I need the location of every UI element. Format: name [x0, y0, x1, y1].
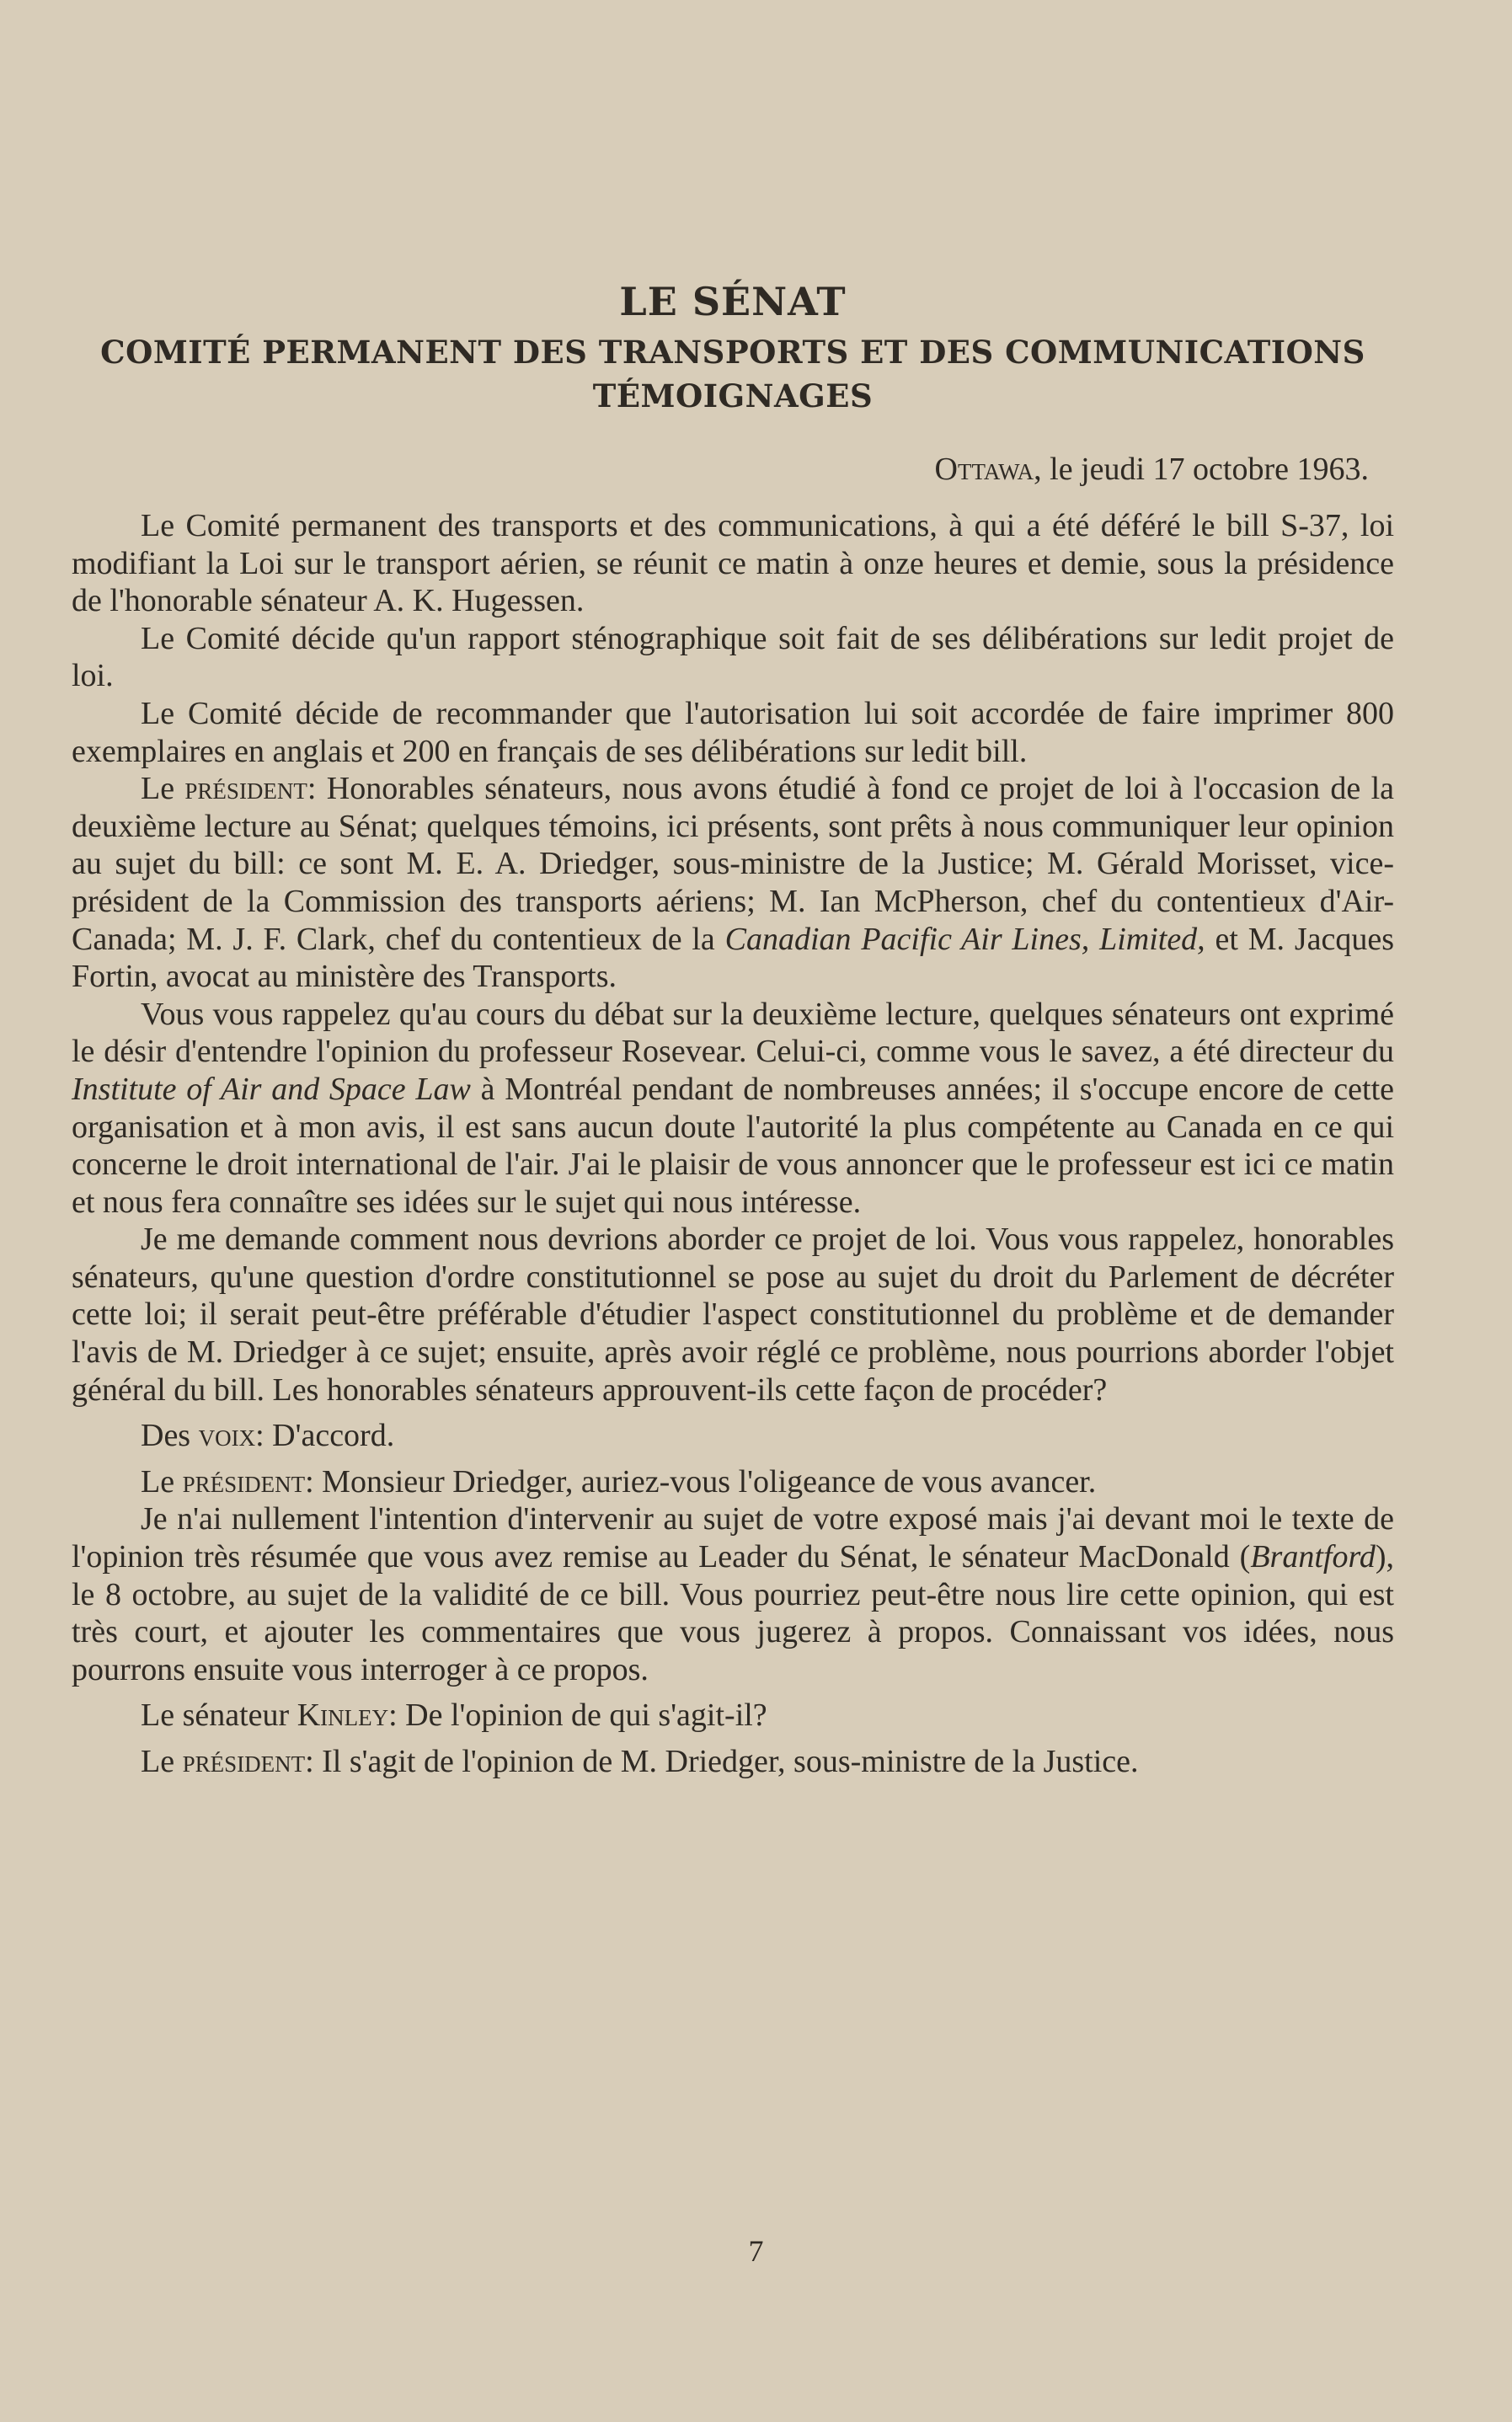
paragraph: Le Comité décide qu'un rapport sténographique soit fait de ses délibérations sur ledit projet de loi. — [72, 620, 1394, 694]
italic-text: Brantford — [1250, 1539, 1376, 1575]
paragraph-text: et M. Jacques Fortin, avocat au ministère des Transports. — [72, 921, 1394, 995]
committee-name: COMITÉ PERMANENT DES TRANSPORTS ET DES COMMUNICATIONS — [100, 334, 1365, 371]
dateline-place: Ottawa — [934, 452, 1034, 487]
speaker-name: président — [182, 1744, 306, 1779]
paragraph: Le Comité décide de recommander que l'autorisation lui soit accordée de faire imprimer 800 exemplaires en anglais et 200 en français de ses délibérations sur ledit bill. — [72, 695, 1394, 769]
paragraph-senator-kinley — [72, 1697, 1394, 1735]
paragraph-text: Vous vous rappelez qu'au cours du débat sur la deuxième lecture, quelques sénateurs ont exprimé le désir d'entendre l'opinion du professeur Rosevear. Celui-ci, comme vous le savez, a été directeur du — [72, 996, 1394, 1070]
speaker-name: président — [184, 771, 307, 807]
paragraph-text: : Monsieur Driedger, auriez-vous l'oligeance de vous avancer. — [305, 1463, 1097, 1500]
paragraph-text: : Il s'agit de l'opinion de M. Driedger, sous-ministre de la Justice. — [305, 1744, 1139, 1779]
speaker-name: Kinley — [297, 1698, 389, 1734]
paragraph — [72, 1500, 1394, 1688]
speaker-prefix: Le sénateur — [141, 1698, 297, 1734]
paragraph-text: : De l'opinion de qui s'agit-il? — [388, 1698, 767, 1734]
paragraph-text: : D'accord. — [255, 1418, 395, 1454]
page-title: LE SÉNAT — [619, 279, 847, 324]
dateline-date: , le jeudi 17 octobre 1963. — [1034, 452, 1369, 487]
section-title: TÉMOIGNAGES — [592, 377, 874, 414]
paragraph — [72, 996, 1394, 1222]
paragraph-text: à Montréal pendant de nombreuses années; il s'occupe encore de cette organisation et à mon avis, il est sans aucun doute l'autorité la plus compétente au Canada en ce qui concerne le droit international de l'air. J'ai le plaisir de vous annoncer que le professeur est ici ce matin et nous fera connaître ses idées sur le sujet qui nous intéresse. — [72, 1071, 1394, 1220]
speaker-prefix: Le — [141, 1744, 183, 1779]
paragraph-text: Je n'ai nullement l'intention d'intervenir au sujet de votre exposé mais j'ai devant moi le texte de l'opinion très résumée que vous avez remise au Leader du Sénat, le sénateur MacDonald ( — [72, 1501, 1394, 1575]
speaker-prefix: Des — [141, 1418, 199, 1454]
page-number: 7 — [748, 2234, 764, 2268]
paragraph-text: ), le 8 octobre, au sujet de la validité de ce bill. Vous pourriez peut-être nous lire cette opinion, qui est très court, et ajouter les commentaires que vous jugerez à propos. Connaissant vos idées, nous pourrons ensuite vous interroger à ce propos. — [72, 1539, 1394, 1687]
italic-text: Institute of Air and Space Law — [72, 1071, 471, 1107]
paragraph-president — [72, 1463, 1394, 1501]
paragraph-president — [72, 1743, 1394, 1781]
paragraph-voices — [72, 1417, 1394, 1455]
speaker-prefix: Le — [141, 1463, 183, 1500]
dateline — [72, 450, 1369, 489]
speaker-prefix: Le — [141, 771, 185, 807]
page-content — [72, 278, 1394, 1781]
paragraph: Le Comité permanent des transports et des communications, à qui a été déféré le bill S-37, loi modifiant la Loi sur le transport aérien, se réunit ce matin à onze heures et demie, sous la présidence de l'honorable sénateur A. K. Hugessen. — [72, 508, 1394, 619]
speaker-name: voix — [198, 1418, 256, 1454]
paragraph: Je me demande comment nous devrions aborder ce projet de loi. Vous vous rappelez, honorables sénateurs, qu'une question d'ordre constitutionnel se pose au sujet du droit du Parlement de décréter cette loi; il serait peut-être préférable d'étudier l'aspect constitutionnel du problème et de demander l'avis de M. Driedger à ce sujet; ensuite, après avoir réglé ce problème, nous pourrions aborder l'objet général du bill. Les honorables sénateurs approuvent-ils cette façon de procéder? — [72, 1222, 1394, 1408]
paragraph-text: : Honorables sénateurs, nous avons étudié à fond ce projet de loi à l'occasion de la deuxième lecture au Sénat; quelques témoins, ici présents, sont prêts à nous communiquer leur opinion au sujet du bill: ce sont M. E. A. Driedger, sous-ministre de la Justice; M. Gérald Morisset, vice-président de la Commission des transports aériens; M. Ian McPherson, chef du contentieux d'Air-Canada; M. J. F. Clark, chef du contentieux de la — [72, 771, 1394, 957]
speaker-name: président — [182, 1463, 306, 1500]
minutes-body — [72, 507, 1394, 1781]
paragraph-president-intro — [72, 770, 1394, 996]
italic-text: Canadian Pacific Air Lines, Limited, — [724, 921, 1205, 957]
